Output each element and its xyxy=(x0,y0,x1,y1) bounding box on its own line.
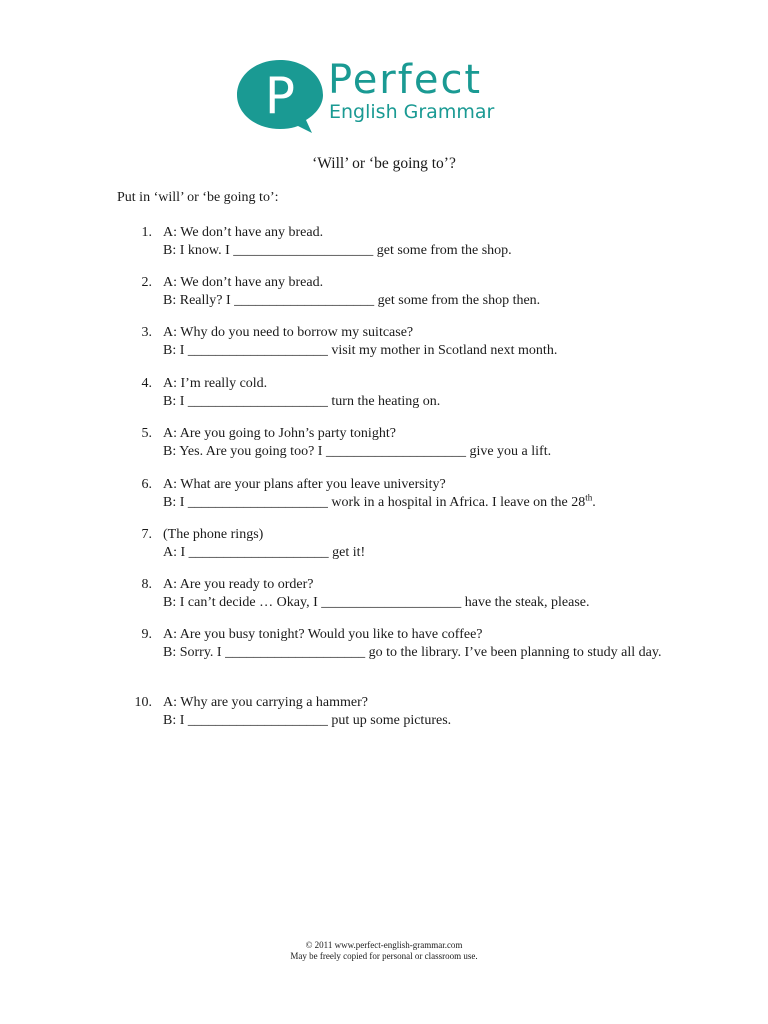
line-a: (The phone rings) xyxy=(163,527,264,542)
item-number: 6. xyxy=(141,477,152,492)
line-b: B: Yes. Are you going too? I ____________________ give you a lift. xyxy=(163,443,552,459)
line-b: B: I ____________________ put up some pictures. xyxy=(163,712,452,728)
page-title: ‘Will’ or ‘be going to’? xyxy=(312,155,456,172)
line-a: A: I’m really cold. xyxy=(163,376,268,391)
line-a: A: Why are you carrying a hammer? xyxy=(163,695,368,710)
item-number: 1. xyxy=(141,225,152,240)
logo-subtitle: English Grammar xyxy=(329,101,495,123)
ordinal-suffix: th xyxy=(585,491,593,502)
line-b: B: I know. I ____________________ get some from the shop. xyxy=(163,242,512,258)
logo xyxy=(236,58,526,134)
item-number: 5. xyxy=(141,426,152,441)
line-b: B: Really? I ____________________ get some from the shop then. xyxy=(163,292,541,308)
item-number: 4. xyxy=(141,376,152,391)
line-b-end: . xyxy=(592,494,596,510)
line-b: B: I ____________________ visit my mother in Scotland next month. xyxy=(163,342,558,358)
line-b: B: Sorry. I ____________________ go to the library. I’ve been planning to study all day. xyxy=(163,644,662,660)
line-a: A: Are you busy tonight? Would you like to have coffee? xyxy=(163,627,483,642)
line-b: B: I ____________________ turn the heating on. xyxy=(163,393,441,409)
line-a: A: Why do you need to borrow my suitcase? xyxy=(163,325,414,340)
line-a: A: What are your plans after you leave university? xyxy=(163,477,446,492)
item-number: 7. xyxy=(141,527,152,542)
line-a: A: Are you ready to order? xyxy=(163,577,314,592)
item-number: 2. xyxy=(141,275,152,290)
line-a: A: We don’t have any bread. xyxy=(163,275,324,290)
line-a: A: Are you going to John’s party tonight? xyxy=(163,426,396,441)
line-b xyxy=(163,491,663,512)
line-a: A: We don’t have any bread. xyxy=(163,225,324,240)
instruction: Put in ‘will’ or ‘be going to’: xyxy=(117,190,279,205)
copyright-text: © 2011 www.perfect-english-grammar.com xyxy=(305,940,463,950)
speech-bubble-logo-icon xyxy=(236,58,324,134)
logo-letter: P xyxy=(264,67,296,125)
logo-title: Perfect xyxy=(328,57,483,103)
item-number: 3. xyxy=(141,325,152,340)
line-b: A: I ____________________ get it! xyxy=(163,544,366,560)
item-number: 9. xyxy=(141,627,152,642)
item-number: 10. xyxy=(134,695,152,710)
item-number: 8. xyxy=(141,577,152,592)
footer xyxy=(0,940,768,962)
line-b: B: I can’t decide … Okay, I ____________________ have the steak, please. xyxy=(163,594,590,610)
usage-note: May be freely copied for personal or classroom use. xyxy=(290,951,478,961)
line-b-text: B: I ____________________ work in a hospital in Africa. I leave on the 28 xyxy=(163,494,586,510)
